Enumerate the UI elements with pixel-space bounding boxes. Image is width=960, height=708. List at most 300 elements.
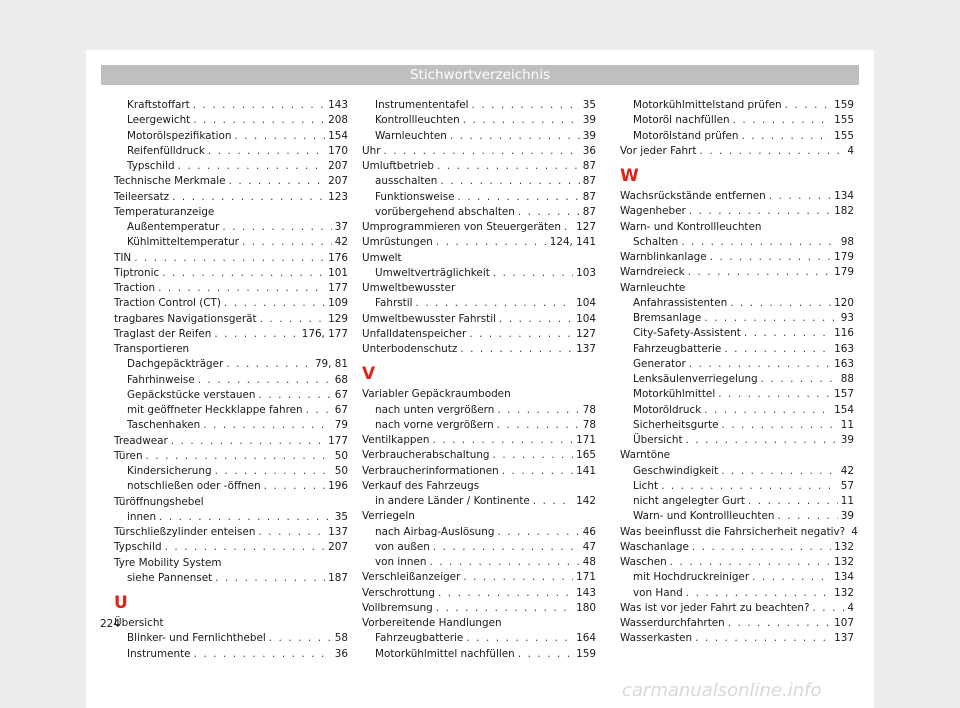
index-entry xyxy=(362,281,596,296)
entry-term: Blinker- und Fernlichthebel xyxy=(127,632,266,645)
entry-term: Instrumententafel xyxy=(375,99,469,111)
entry-page-ref: 176 xyxy=(328,251,348,264)
entry-term: Teileersatz xyxy=(114,190,170,203)
entry-term: von innen xyxy=(375,556,427,568)
entry-page-ref: 35 xyxy=(582,99,596,111)
leader-dots xyxy=(258,525,325,540)
index-subentry xyxy=(620,372,854,387)
leader-dots xyxy=(695,631,831,646)
entry-term: Umprogrammieren von Steuergeräten xyxy=(362,221,562,233)
index-subentry xyxy=(362,555,596,570)
entry-page-ref: 180 xyxy=(576,601,596,614)
entry-term: Außentemperatur xyxy=(127,221,220,233)
entry-page-ref: 129 xyxy=(328,312,348,325)
entry-term: Verbraucherabschaltung xyxy=(362,449,490,462)
index-subentry xyxy=(620,509,854,524)
entry-term: Motoröldruck xyxy=(633,403,702,416)
leader-dots xyxy=(518,205,580,220)
index-entry xyxy=(362,448,596,463)
entry-term: Warn- und Kontrollleuchten xyxy=(633,510,775,523)
entry-term: Fahrstil xyxy=(375,297,413,310)
index-letter-heading: U xyxy=(114,593,128,613)
index-entry xyxy=(114,281,348,296)
index-letter-heading: W xyxy=(620,166,639,186)
entry-term: Temperaturanzeige xyxy=(114,205,215,218)
entry-term: Warnleuchten xyxy=(375,129,447,142)
entry-term: Typschild xyxy=(127,160,175,172)
entry-term: Umluftbetrieb xyxy=(362,160,434,172)
leader-dots xyxy=(497,403,579,418)
index-entry xyxy=(620,601,854,616)
index-subentry xyxy=(620,311,854,326)
index-subentry xyxy=(362,494,596,509)
entry-term: Kraftstoffart xyxy=(127,99,190,111)
leader-dots xyxy=(165,540,326,555)
entry-page-ref: 101 xyxy=(328,266,348,279)
entry-page-ref: 78 xyxy=(582,403,596,416)
index-subentry xyxy=(362,525,596,540)
index-subentry xyxy=(114,464,348,479)
entry-page-ref: 47 xyxy=(582,540,596,553)
entry-term: nach Airbag-Auslösung xyxy=(375,525,495,538)
leader-dots xyxy=(533,494,573,509)
index-entry xyxy=(114,251,348,266)
index-subentry xyxy=(620,403,854,418)
entry-term: Vollbremsung xyxy=(362,601,433,614)
leader-dots xyxy=(458,190,580,205)
entry-page-ref: 208 xyxy=(328,114,348,127)
entry-page-ref: 98 xyxy=(840,235,854,248)
index-subentry xyxy=(362,540,596,555)
index-entry xyxy=(362,144,596,159)
entry-page-ref: 87 xyxy=(582,175,596,188)
entry-term: vorübergehend abschalten xyxy=(375,205,515,218)
entry-term: Gepäckstücke verstauen xyxy=(127,388,256,401)
entry-page-ref: 37 xyxy=(334,221,348,233)
entry-term: Umweltbewusster xyxy=(362,282,456,294)
leader-dots xyxy=(260,312,326,327)
leader-dots xyxy=(460,342,573,357)
index-subentry xyxy=(362,205,596,220)
entry-page-ref: 88 xyxy=(840,373,854,385)
entry-term: Transportieren xyxy=(114,343,190,355)
entry-term: Warndreieck xyxy=(620,266,685,279)
entry-term: nicht angelegter Gurt xyxy=(633,495,745,507)
entry-term: Tyre Mobility System xyxy=(114,556,222,569)
index-subentry xyxy=(620,113,854,128)
entry-page-ref: 137 xyxy=(576,343,596,355)
leader-dots xyxy=(306,403,332,418)
index-entry xyxy=(114,266,348,281)
entry-term: Verkauf des Fahrzeugs xyxy=(362,479,480,492)
entry-page-ref: 179 xyxy=(834,251,854,263)
entry-term: Typschild xyxy=(114,541,162,554)
entry-term: Wasserdurchfahrten xyxy=(620,617,725,629)
entry-term: Übersicht xyxy=(114,617,164,629)
section-header: Stichwortverzeichnis xyxy=(101,65,859,85)
index-subentry xyxy=(620,586,854,601)
index-column-3 xyxy=(620,98,858,647)
entry-page-ref: 177 xyxy=(328,282,348,294)
leader-dots xyxy=(469,327,573,342)
entry-term: Kühlmitteltemperatur xyxy=(127,236,239,249)
index-subentry xyxy=(362,129,596,144)
index-column-1 xyxy=(114,98,348,662)
leader-dots xyxy=(733,113,832,128)
leader-dots xyxy=(193,98,325,113)
index-entry xyxy=(362,586,596,601)
entry-page-ref: 171 xyxy=(576,434,596,446)
index-subentry xyxy=(114,357,348,372)
entry-page-ref: 58 xyxy=(334,632,348,645)
entry-term: Variabler Gepäckraumboden xyxy=(362,388,511,401)
leader-dots xyxy=(242,235,332,250)
entry-page-ref: 39 xyxy=(840,510,854,523)
entry-page-ref: 39 xyxy=(582,129,596,142)
entry-page-ref: 170 xyxy=(328,144,348,157)
index-entry xyxy=(362,616,596,631)
index-subentry xyxy=(114,144,348,159)
entry-page-ref: 67 xyxy=(334,404,348,416)
entry-page-ref: 42 xyxy=(840,464,854,477)
entry-page-ref: 50 xyxy=(334,449,348,462)
entry-page-ref: 164 xyxy=(576,632,596,645)
entry-term: Türschließzylinder enteisen xyxy=(114,526,256,538)
index-entry xyxy=(620,189,854,204)
entry-page-ref: 176, 177 xyxy=(301,327,348,340)
leader-dots xyxy=(681,235,838,250)
leader-dots xyxy=(450,129,580,144)
leader-dots xyxy=(269,631,332,646)
index-subentry xyxy=(114,235,348,250)
index-subentry xyxy=(620,98,854,113)
entry-term: Anfahrassistenten xyxy=(633,296,728,309)
leader-dots xyxy=(215,464,332,479)
entry-term: Verbraucherinformationen xyxy=(362,464,499,477)
entry-page-ref: 207 xyxy=(328,160,348,172)
leader-dots xyxy=(661,479,838,494)
entry-term: Warn- und Kontrollleuchten xyxy=(620,220,762,233)
index-entry xyxy=(114,616,348,631)
index-entry xyxy=(620,144,854,159)
entry-page-ref: 124, 141 xyxy=(549,236,596,249)
index-column-2 xyxy=(362,98,596,662)
index-entry xyxy=(114,342,348,357)
entry-term: Fahrzeugbatterie xyxy=(633,342,722,355)
leader-dots xyxy=(499,312,573,327)
entry-term: Türen xyxy=(114,449,143,462)
leader-dots xyxy=(493,266,573,281)
entry-term: Geschwindigkeit xyxy=(633,464,719,477)
entry-term: Umwelt xyxy=(362,251,402,264)
leader-dots xyxy=(193,113,325,128)
leader-dots xyxy=(436,235,547,250)
entry-term: Instrumente xyxy=(127,647,191,660)
entry-page-ref: 165 xyxy=(576,449,596,462)
entry-term: Waschen xyxy=(620,556,667,568)
entry-term: Technische Merkmale xyxy=(114,175,226,188)
entry-term: Warntöne xyxy=(620,449,671,462)
entry-page-ref: 87 xyxy=(582,190,596,203)
leader-dots xyxy=(699,144,844,159)
entry-page-ref: 103 xyxy=(576,266,596,279)
entry-term: Motorölspezifikation xyxy=(127,129,232,142)
entry-page-ref: 11 xyxy=(840,418,854,431)
index-subentry xyxy=(620,570,854,585)
index-entry xyxy=(362,601,596,616)
entry-page-ref: 134 xyxy=(834,190,854,202)
entry-term: TIN xyxy=(114,251,132,264)
entry-term: Umweltbewusster Fahrstil xyxy=(362,312,497,325)
index-entry xyxy=(362,570,596,585)
entry-page-ref: 142 xyxy=(576,495,596,507)
entry-term: Schalten xyxy=(633,235,679,248)
entry-page-ref: 187 xyxy=(328,571,348,584)
leader-dots xyxy=(208,144,325,159)
entry-term: Reifenfülldruck xyxy=(127,144,205,157)
entry-term: nach vorne vergrößern xyxy=(375,418,494,431)
entry-term: nach unten vergrößern xyxy=(375,403,495,416)
index-letter-heading: V xyxy=(362,364,376,385)
index-entry xyxy=(114,190,348,205)
leader-dots xyxy=(722,418,838,433)
entry-page-ref: 141 xyxy=(576,464,596,477)
index-subentry xyxy=(114,403,348,418)
leader-dots xyxy=(689,357,831,372)
index-entry xyxy=(114,525,348,540)
entry-page-ref: 104 xyxy=(576,297,596,310)
leader-dots xyxy=(724,342,831,357)
index-entry xyxy=(362,479,596,494)
entry-term: Dachgepäckträger xyxy=(127,358,224,371)
entry-term: Motorkühlmittel nachfüllen xyxy=(375,647,515,660)
entry-page-ref: 68 xyxy=(334,373,348,386)
index-subentry xyxy=(114,631,348,646)
entry-page-ref: 123 xyxy=(328,190,348,203)
entry-term: Unfalldatenspeicher xyxy=(362,327,467,340)
index-entry xyxy=(620,250,854,265)
entry-term: Bremsanlage xyxy=(633,312,702,324)
index-subentry xyxy=(114,571,348,586)
entry-page-ref: 4 xyxy=(847,144,854,157)
leader-dots xyxy=(741,129,831,144)
entry-term: Verschrottung xyxy=(362,586,435,599)
entry-page-ref: 154 xyxy=(834,403,854,416)
entry-page-ref: 154 xyxy=(328,129,348,142)
index-entry xyxy=(362,464,596,479)
entry-term: tragbares Navigationsgerät xyxy=(114,312,257,325)
entry-page-ref: 159 xyxy=(834,99,854,111)
leader-dots xyxy=(761,372,838,387)
entry-term: Motorölstand prüfen xyxy=(633,129,739,142)
entry-page-ref: 137 xyxy=(834,632,854,645)
entry-page-ref: 155 xyxy=(834,129,854,142)
index-subentry xyxy=(620,479,854,494)
leader-dots xyxy=(224,296,325,311)
entry-page-ref: 109 xyxy=(328,297,348,310)
index-entry xyxy=(620,220,854,235)
entry-page-ref: 67 xyxy=(334,388,348,401)
leader-dots xyxy=(704,311,837,326)
entry-page-ref: 207 xyxy=(328,175,348,188)
entry-term: Traction Control (CT) xyxy=(114,297,221,310)
leader-dots xyxy=(162,266,325,281)
entry-page-ref: 163 xyxy=(834,342,854,355)
entry-term: Fahrzeugbatterie xyxy=(375,632,464,645)
entry-term: Lenksäulenverriegelung xyxy=(633,373,758,385)
entry-page-ref: 79, 81 xyxy=(314,358,348,371)
entry-page-ref: 116 xyxy=(834,327,854,340)
index-entry xyxy=(362,235,596,250)
entry-term: Waschanlage xyxy=(620,540,689,553)
index-entry xyxy=(620,525,858,540)
index-subentry xyxy=(620,387,854,402)
leader-dots xyxy=(518,647,573,662)
index-subentry xyxy=(362,403,596,418)
leader-dots xyxy=(146,449,332,464)
entry-page-ref: 104 xyxy=(576,312,596,325)
entry-page-ref: 4 xyxy=(847,601,854,614)
leader-dots xyxy=(670,555,831,570)
entry-page-ref: 107 xyxy=(834,617,854,629)
index-entry xyxy=(620,555,854,570)
entry-page-ref: 39 xyxy=(840,434,854,446)
index-entry xyxy=(362,220,596,235)
leader-dots xyxy=(472,98,580,113)
entry-page-ref: 50 xyxy=(334,465,348,477)
entry-page-ref: 179 xyxy=(834,266,854,279)
entry-page-ref: 79 xyxy=(334,419,348,432)
index-subentry xyxy=(620,342,854,357)
entry-term: Vor jeder Fahrt xyxy=(620,144,697,157)
leader-dots xyxy=(383,144,579,159)
entry-term: mit Hochdruckreiniger xyxy=(633,571,750,584)
entry-term: Motoröl nachfüllen xyxy=(633,114,730,127)
leader-dots xyxy=(812,601,844,616)
leader-dots xyxy=(689,204,831,219)
leader-dots xyxy=(433,433,574,448)
index-subentry xyxy=(362,98,596,113)
index-entry xyxy=(620,616,854,631)
index-entry xyxy=(114,556,348,571)
entry-page-ref: 87 xyxy=(582,205,596,218)
index-subentry xyxy=(620,235,854,250)
entry-page-ref: 4 xyxy=(851,525,858,538)
entry-term: Türöffnungshebel xyxy=(114,495,204,508)
index-entry xyxy=(362,433,596,448)
leader-dots xyxy=(463,113,580,128)
index-subentry xyxy=(362,190,596,205)
leader-dots xyxy=(493,448,574,463)
entry-term: Traglast der Reifen xyxy=(114,327,212,340)
index-subentry xyxy=(362,631,596,646)
index-entry xyxy=(114,327,348,342)
entry-page-ref: 36 xyxy=(334,647,348,660)
index-subentry xyxy=(620,464,854,479)
index-entry xyxy=(362,509,596,524)
entry-term: Traction xyxy=(114,282,156,294)
entry-term: Warnblinkanlage xyxy=(620,251,707,263)
leader-dots xyxy=(198,373,332,388)
entry-page-ref: 87 xyxy=(582,160,596,172)
leader-dots xyxy=(222,220,331,235)
page-number: 224 xyxy=(100,618,121,630)
index-subentry xyxy=(114,159,348,174)
entry-term: Umrüstungen xyxy=(362,236,433,249)
index-entry xyxy=(114,296,348,311)
leader-dots xyxy=(466,631,573,646)
index-entry xyxy=(114,540,348,555)
leader-dots xyxy=(178,159,326,174)
leader-dots xyxy=(777,509,837,524)
entry-term: Kindersicherung xyxy=(127,465,212,477)
leader-dots xyxy=(686,586,831,601)
leader-dots xyxy=(214,327,298,342)
entry-term: siehe Pannenset xyxy=(127,571,213,584)
entry-page-ref: 57 xyxy=(840,479,854,492)
leader-dots xyxy=(203,418,332,433)
leader-dots xyxy=(502,464,573,479)
leader-dots xyxy=(710,250,832,265)
index-subentry xyxy=(362,174,596,189)
entry-page-ref: 134 xyxy=(834,571,854,584)
index-entry xyxy=(114,205,348,220)
index-entry xyxy=(114,434,348,449)
leader-dots xyxy=(416,296,574,311)
entry-term: Übersicht xyxy=(633,434,683,446)
index-subentry xyxy=(114,647,348,662)
entry-term: ausschalten xyxy=(375,175,438,188)
leader-dots xyxy=(440,174,579,189)
entry-term: mit geöffneter Heckklappe fahren xyxy=(127,404,303,416)
index-subentry xyxy=(620,326,854,341)
index-subentry xyxy=(620,357,854,372)
leader-dots xyxy=(158,281,325,296)
entry-term: von außen xyxy=(375,540,430,553)
index-subentry xyxy=(114,98,348,113)
entry-page-ref: 207 xyxy=(328,541,348,554)
index-entry xyxy=(620,448,854,463)
leader-dots xyxy=(171,434,325,449)
leader-dots xyxy=(226,357,312,372)
entry-term: Fahrhinweise xyxy=(127,373,195,386)
index-entry xyxy=(620,540,854,555)
leader-dots xyxy=(686,433,838,448)
index-entry xyxy=(114,312,348,327)
entry-page-ref: 120 xyxy=(834,296,854,309)
leader-dots xyxy=(194,647,332,662)
leader-dots xyxy=(264,479,325,494)
entry-term: Leergewicht xyxy=(127,114,191,127)
index-subentry xyxy=(620,296,854,311)
leader-dots xyxy=(159,510,332,525)
entry-page-ref: 132 xyxy=(834,586,854,599)
entry-term: Sicherheitsgurte xyxy=(633,418,719,431)
entry-page-ref: 182 xyxy=(834,205,854,218)
leader-dots xyxy=(728,616,831,631)
entry-page-ref: 159 xyxy=(576,647,596,660)
entry-term: Motorkühlmittelstand prüfen xyxy=(633,99,782,111)
entry-page-ref: 163 xyxy=(834,357,854,370)
leader-dots xyxy=(744,326,831,341)
entry-page-ref: 143 xyxy=(328,99,348,111)
entry-term: Wasserkasten xyxy=(620,632,693,645)
index-subentry xyxy=(362,266,596,281)
leader-dots xyxy=(692,540,831,555)
index-subentry xyxy=(620,129,854,144)
entry-term: Tiptronic xyxy=(114,266,160,279)
entry-page-ref: 127 xyxy=(576,327,596,340)
